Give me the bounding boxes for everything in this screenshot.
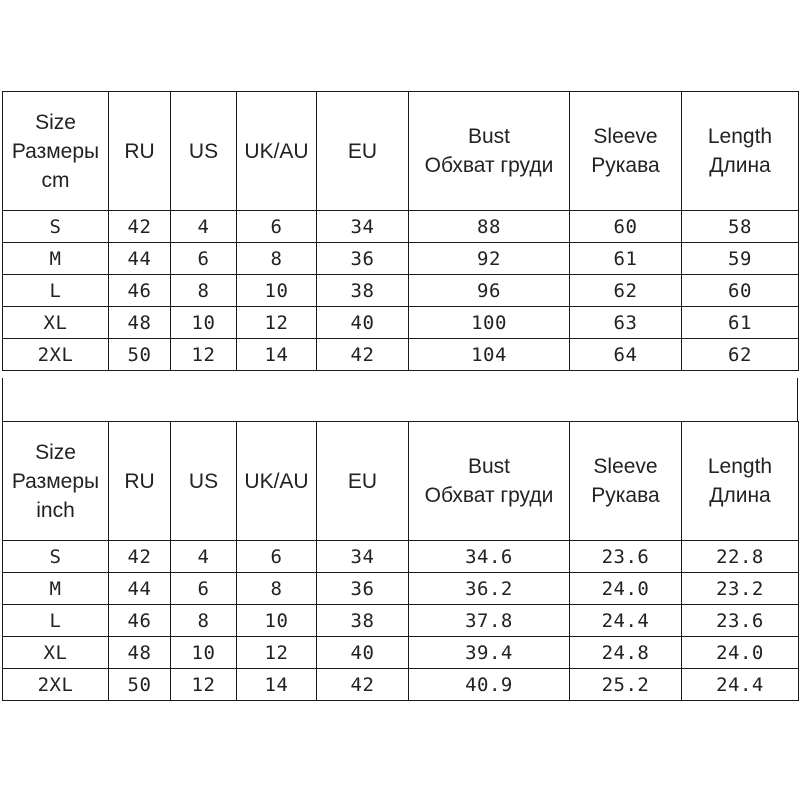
ru-cell: 42	[109, 541, 171, 573]
table-row	[3, 243, 799, 275]
sleeve-header-en: Sleeve	[593, 125, 658, 148]
length-header-en: Length	[707, 125, 773, 148]
eu-cell: 36	[317, 573, 409, 605]
size-cell: XL	[3, 637, 109, 669]
us-cell: 6	[171, 573, 237, 605]
table-separator	[2, 378, 798, 421]
ru-cell: 42	[109, 211, 171, 243]
size-column-header	[3, 422, 109, 541]
sleeve-column-header	[570, 92, 682, 211]
size-chart-inch-table	[2, 421, 799, 701]
sleeve-cell: 60	[570, 211, 682, 243]
table-row	[3, 669, 799, 701]
sleeve-header-ru: Рукава	[591, 154, 660, 177]
ru-cell: 48	[109, 637, 171, 669]
sleeve-cell: 24.4	[570, 605, 682, 637]
bust-cell: 96	[409, 275, 570, 307]
unit-label: cm	[41, 168, 70, 192]
ru-cell: 48	[109, 307, 171, 339]
ru-cell: 50	[109, 669, 171, 701]
sleeve-cell: 62	[570, 275, 682, 307]
unit-label: inch	[36, 498, 75, 522]
ukau-cell: 8	[237, 243, 317, 275]
us-cell: 12	[171, 339, 237, 371]
us-column-header: US	[171, 422, 237, 541]
length-column-header	[682, 422, 799, 541]
bust-cell: 34.6	[409, 541, 570, 573]
length-cell: 22.8	[682, 541, 799, 573]
bust-header-ru: Обхват груди	[424, 484, 554, 507]
eu-cell: 42	[317, 339, 409, 371]
size-cell: M	[3, 243, 109, 275]
eu-cell: 40	[317, 307, 409, 339]
eu-column-header: EU	[317, 422, 409, 541]
bust-header-en: Bust	[467, 125, 511, 148]
ukau-cell: 10	[237, 605, 317, 637]
us-cell: 4	[171, 541, 237, 573]
sleeve-cell: 25.2	[570, 669, 682, 701]
sleeve-header-ru: Рукава	[591, 484, 660, 507]
table-row	[3, 275, 799, 307]
sleeve-cell: 61	[570, 243, 682, 275]
sleeve-cell: 63	[570, 307, 682, 339]
ukau-cell: 6	[237, 541, 317, 573]
length-cell: 23.2	[682, 573, 799, 605]
length-cell: 24.4	[682, 669, 799, 701]
ukau-cell: 14	[237, 669, 317, 701]
ukau-cell: 6	[237, 211, 317, 243]
bust-header-en: Bust	[467, 455, 511, 478]
length-header-ru: Длина	[709, 484, 771, 507]
bust-cell: 37.8	[409, 605, 570, 637]
size-cell: S	[3, 211, 109, 243]
size-cell: L	[3, 605, 109, 637]
us-cell: 12	[171, 669, 237, 701]
bust-cell: 104	[409, 339, 570, 371]
length-cell: 60	[682, 275, 799, 307]
length-cell: 59	[682, 243, 799, 275]
us-cell: 10	[171, 637, 237, 669]
bust-cell: 40.9	[409, 669, 570, 701]
size-chart-cm-table	[2, 91, 799, 371]
length-cell: 24.0	[682, 637, 799, 669]
size-header-ru: Размеры	[11, 469, 100, 493]
length-header-ru: Длина	[709, 154, 771, 177]
length-cell: 62	[682, 339, 799, 371]
eu-cell: 38	[317, 275, 409, 307]
size-header-ru: Размеры	[11, 139, 100, 163]
size-column-header	[3, 92, 109, 211]
bust-cell: 36.2	[409, 573, 570, 605]
size-cell: XL	[3, 307, 109, 339]
eu-cell: 34	[317, 211, 409, 243]
eu-column-header: EU	[317, 92, 409, 211]
sleeve-cell: 24.8	[570, 637, 682, 669]
header-row	[3, 422, 799, 541]
table-row	[3, 637, 799, 669]
size-cell: M	[3, 573, 109, 605]
us-cell: 4	[171, 211, 237, 243]
bust-column-header	[409, 422, 570, 541]
length-cell: 58	[682, 211, 799, 243]
sleeve-cell: 24.0	[570, 573, 682, 605]
eu-cell: 42	[317, 669, 409, 701]
ukau-cell: 12	[237, 307, 317, 339]
bust-cell: 39.4	[409, 637, 570, 669]
eu-cell: 36	[317, 243, 409, 275]
eu-cell: 40	[317, 637, 409, 669]
us-cell: 10	[171, 307, 237, 339]
size-header-en: Size	[35, 110, 76, 134]
ukau-column-header: UK/AU	[237, 92, 317, 211]
bust-cell: 88	[409, 211, 570, 243]
us-cell: 6	[171, 243, 237, 275]
ru-cell: 46	[109, 275, 171, 307]
header-row	[3, 92, 799, 211]
table-row	[3, 211, 799, 243]
us-cell: 8	[171, 275, 237, 307]
sleeve-cell: 23.6	[570, 541, 682, 573]
eu-cell: 38	[317, 605, 409, 637]
ru-cell: 44	[109, 243, 171, 275]
length-cell: 23.6	[682, 605, 799, 637]
size-cell: 2XL	[3, 669, 109, 701]
ukau-cell: 8	[237, 573, 317, 605]
table-row	[3, 573, 799, 605]
bust-column-header	[409, 92, 570, 211]
sleeve-cell: 64	[570, 339, 682, 371]
ru-cell: 46	[109, 605, 171, 637]
length-cell: 61	[682, 307, 799, 339]
bust-header-ru: Обхват груди	[424, 154, 554, 177]
ru-column-header: RU	[109, 422, 171, 541]
ukau-column-header: UK/AU	[237, 422, 317, 541]
ru-cell: 50	[109, 339, 171, 371]
bust-cell: 100	[409, 307, 570, 339]
ukau-cell: 10	[237, 275, 317, 307]
length-column-header	[682, 92, 799, 211]
sleeve-column-header	[570, 422, 682, 541]
table-row	[3, 339, 799, 371]
eu-cell: 34	[317, 541, 409, 573]
table-row	[3, 605, 799, 637]
ukau-cell: 14	[237, 339, 317, 371]
table-row	[3, 307, 799, 339]
size-cell: L	[3, 275, 109, 307]
length-header-en: Length	[707, 455, 773, 478]
us-cell: 8	[171, 605, 237, 637]
sleeve-header-en: Sleeve	[593, 455, 658, 478]
ru-cell: 44	[109, 573, 171, 605]
ru-column-header: RU	[109, 92, 171, 211]
ukau-cell: 12	[237, 637, 317, 669]
size-cell: 2XL	[3, 339, 109, 371]
us-column-header: US	[171, 92, 237, 211]
bust-cell: 92	[409, 243, 570, 275]
size-cell: S	[3, 541, 109, 573]
size-header-en: Size	[35, 440, 76, 464]
table-row	[3, 541, 799, 573]
